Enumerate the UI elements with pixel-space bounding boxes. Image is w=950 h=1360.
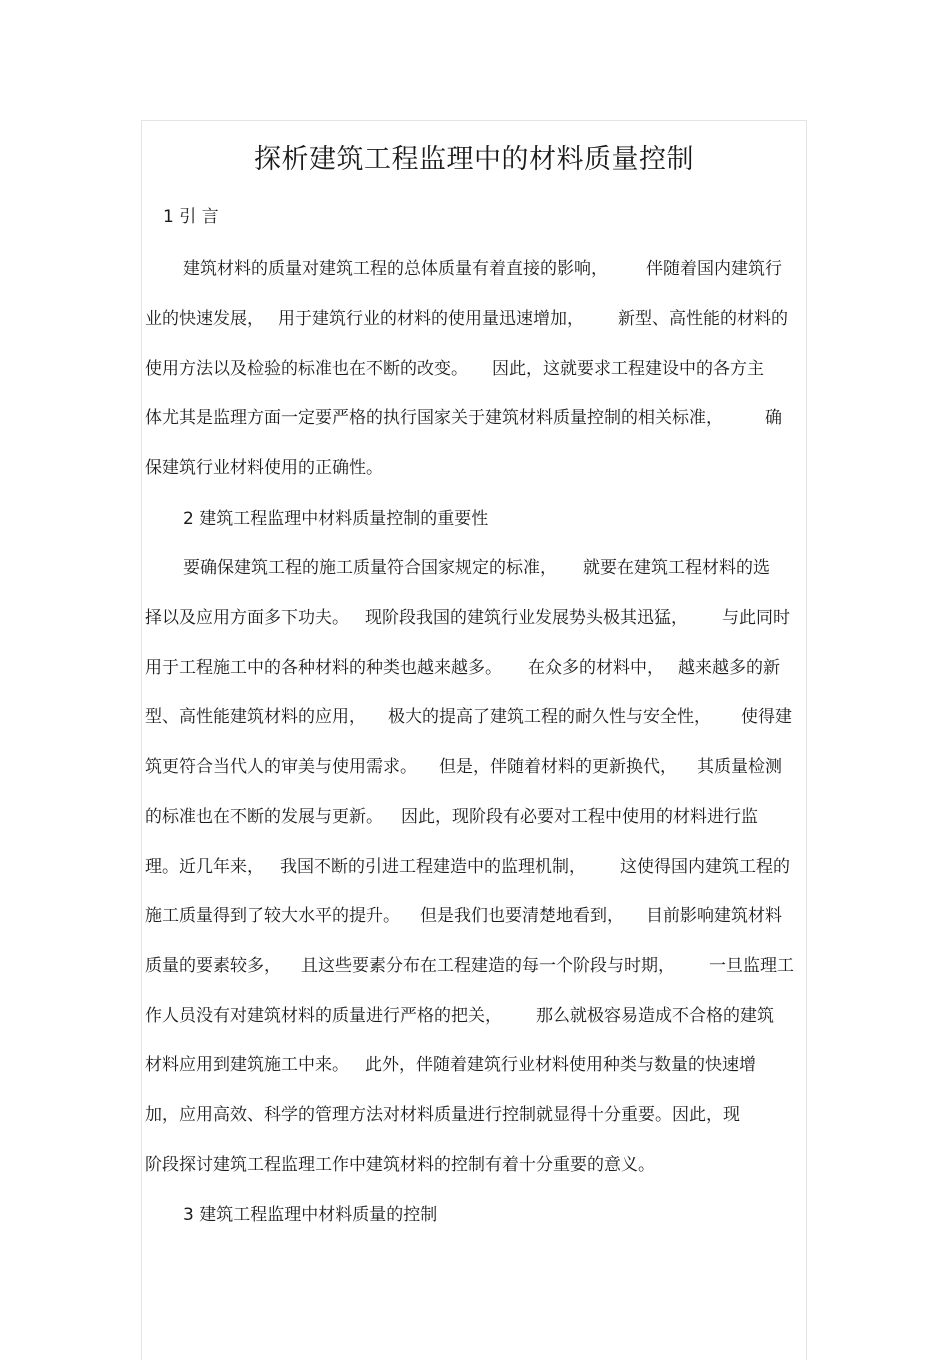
text-line: 材料应用到建筑施工中来。 此外，伴随着建筑行业材料使用种类与数量的快速增 <box>145 1055 756 1075</box>
text-line: 体尤其是监理方面一定要严格的执行国家关于建筑材料质量控制的相关标准， 确 <box>145 408 782 428</box>
text-line: 型、高性能建筑材料的应用， 极大的提高了建筑工程的耐久性与安全性， 使得建 <box>145 707 792 727</box>
text-line: 使用方法以及检验的标准也在不断的改变。 因此，这就要求工程建设中的各方主 <box>145 359 764 379</box>
text-line: 业的快速发展， 用于建筑行业的材料的使用量迅速增加， 新型、高性能的材料的 <box>145 309 788 329</box>
text-line: 的标准也在不断的发展与更新。 因此，现阶段有必要对工程中使用的材料进行监 <box>145 807 758 827</box>
text-line: 择以及应用方面多下功夫。 现阶段我国的建筑行业发展势头极其迅猛， 与此同时 <box>145 608 790 628</box>
text-line: 理。近几年来， 我国不断的引进工程建造中的监理机制， 这使得国内建筑工程的 <box>145 857 790 877</box>
document-title: 探析建筑工程监理中的材料质量控制 <box>254 144 694 175</box>
section-heading-3: 3 建筑工程监理中材料质量的控制 <box>183 1205 438 1225</box>
text-line: 用于工程施工中的各种材料的种类也越来越多。 在众多的材料中， 越来越多的新 <box>145 658 780 678</box>
text-line: 要确保建筑工程的施工质量符合国家规定的标准， 就要在建筑工程材料的选 <box>183 558 770 578</box>
text-line: 保建筑行业材料使用的正确性。 <box>145 458 383 478</box>
text-line: 加，应用高效、科学的管理方法对材料质量进行控制就显得十分重要。因此，现 <box>145 1105 740 1125</box>
section-heading-2: 2 建筑工程监理中材料质量控制的重要性 <box>183 509 489 529</box>
text-line: 作人员没有对建筑材料的质量进行严格的把关， 那么就极容易造成不合格的建筑 <box>145 1006 774 1026</box>
text-line: 质量的要素较多， 且这些要素分布在工程建造的每一个阶段与时期， 一旦监理工 <box>145 956 794 976</box>
text-line: 施工质量得到了较大水平的提升。 但是我们也要清楚地看到， 目前影响建筑材料 <box>145 906 782 926</box>
text-line: 阶段探讨建筑工程监理工作中建筑材料的控制有着十分重要的意义。 <box>145 1155 655 1175</box>
text-line: 筑更符合当代人的审美与使用需求。 但是，伴随着材料的更新换代， 其质量检测 <box>145 757 782 777</box>
section-heading-1: 1 引 言 <box>163 207 219 227</box>
text-line: 建筑材料的质量对建筑工程的总体质量有着直接的影响， 伴随着国内建筑行 <box>183 259 782 279</box>
